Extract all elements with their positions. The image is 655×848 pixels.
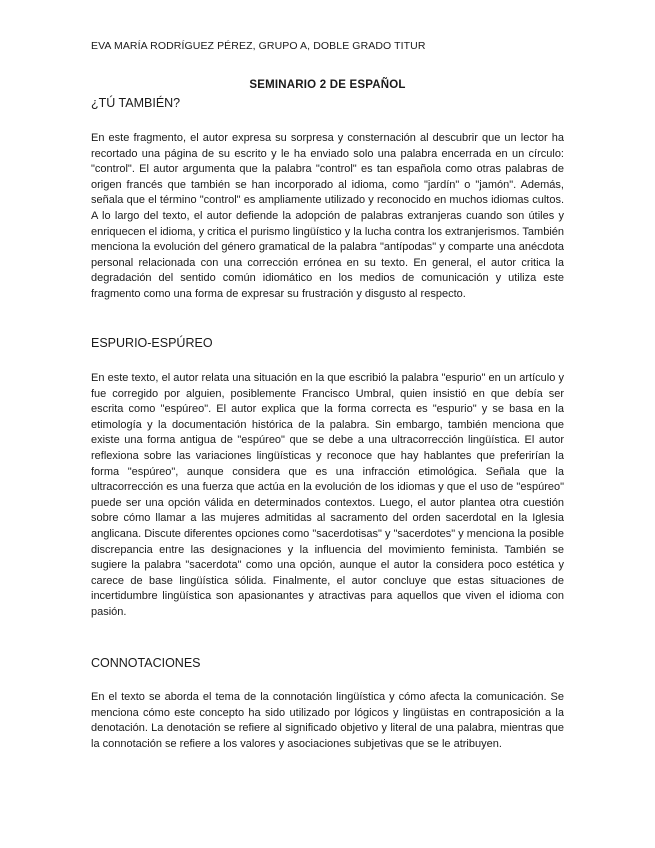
document-title: SEMINARIO 2 DE ESPAÑOL [249, 79, 406, 91]
section-heading-connotaciones: CONNOTACIONES [91, 656, 201, 670]
section-heading-tu-tambien: ¿TÚ TAMBIÉN? [91, 96, 181, 110]
author-header: EVA MARÍA RODRÍGUEZ PÉREZ, GRUPO A, DOBLE GRADO TITUR [91, 40, 426, 52]
section-body-connotaciones: En el texto se aborda el tema de la connotación lingüística y cómo afecta la comunicación. Se menciona cómo este concepto ha sido utilizado por lógicos y lingüistas en contraposición a la denotación. La denotación se refiere al significado objetivo y literal de una palabra, mientras que la connotación se refiere a los valores y asociaciones subjetivas que se le atribuyen. [91, 691, 564, 750]
section-body-espurio: En este texto, el autor relata una situación en la que escribió la palabra "espurio" en un artículo y fue corregido por alguien, posiblemente Francisco Umbral, quien insistió en que debía ser escrita como "espúreo". El autor explica que la forma correcta es "espurio" y se basa en la etimología y la documentación histórica de la palabra. Sin embargo, también menciona que existe una forma antigua de "espúreo" que se debe a una ultracorrección lingüística. El autor reflexiona sobre las variaciones lingüísticas y reconoce que hay hablantes que preferirían la forma "espúreo", aunque considera que es una infracción etimológica. Señala que la ultracorrección es una fuerza que actúa en la evolución de los idiomas y que el uso de "espúreo" puede ser una opción válida en determinados contextos. Luego, el autor plantea otra cuestión sobre cómo llamar a las mujeres admitidas al sacramento del orden sacerdotal en la Iglesia anglicana. Discute diferentes opciones como "sacerdotisas" y "sacerdotes" y menciona la posible discrepancia entre las designaciones y la influencia del movimiento feminista. También se sugiere la palabra "sacerdota" como una opción, aunque el autor la considera poco estética y carece de base lingüística sólida. Finalmente, el autor concluye que estas situaciones de incertidumbre lingüística son apasionantes y atractivas para aquellos que viven el idioma con pasión. [91, 372, 564, 618]
section-body-tu-tambien: En este fragmento, el autor expresa su sorpresa y consternación al descubrir que un lector ha recortado una página de su escrito y le ha enviado solo una palabra encerrada en un círculo: "control". El autor argumenta que la palabra "control" es tan española como otras palabras de origen francés que también se han incorporado al idioma, como "jardín" o "jamón". Además, señala que el término "control" es ampliamente utilizado y reconocido en muchos idiomas cultos. A lo largo del texto, el autor defiende la adopción de palabras extranjeras cuando son útiles y enriquecen el idioma, y critica el purismo lingüístico y la lucha contra los extranjerismos. También menciona la evolución del género gramatical de la palabra "antípodas" y comparte una anécdota personal relacionada con una corrección errónea en su texto. En general, el autor critica la degradación del sentido común idiomático en los medios de comunicación y utiliza este fragmento como una forma de expresar su frustración y disgusto al respecto. [91, 132, 565, 300]
section-heading-espurio: ESPURIO-ESPÚREO [91, 336, 213, 350]
